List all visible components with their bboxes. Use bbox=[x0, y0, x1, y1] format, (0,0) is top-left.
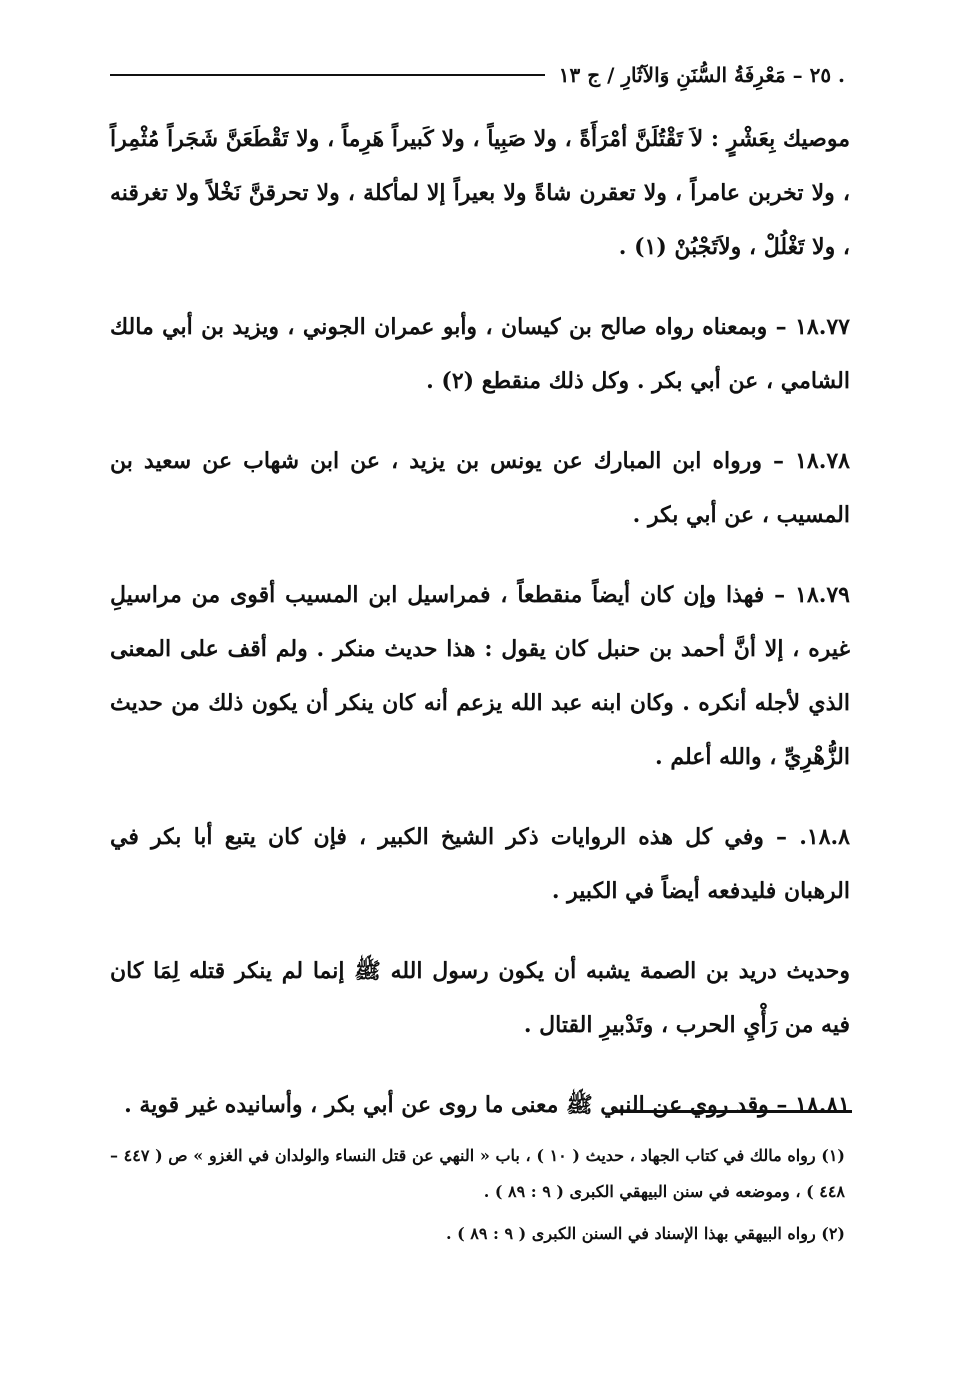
footnotes bbox=[110, 1138, 845, 1258]
paragraph-18-80 bbox=[110, 810, 850, 918]
paragraph-18-77 bbox=[110, 300, 850, 408]
paragraph-18-78-text: ١٨.٧٨ – ورواه ابن المبارك عن يونس بن يزيد ، عن ابن شهاب عن سعيد بن المسيب ، عن أبي بكر . bbox=[110, 448, 850, 528]
paragraph-1-tail: . bbox=[618, 234, 635, 260]
footnote-ref-1[interactable]: (١) bbox=[634, 234, 667, 260]
paragraph-18-81 bbox=[110, 1078, 850, 1132]
paragraph-durayd-text: وحديث دريد بن الصمة يشبه أن يكون رسول الله ﷺ إنما لم ينكر قتله لِمَا كان فيه من رَأْيِ الحرب ، وتَدْبيرِ القتال . bbox=[110, 958, 850, 1038]
main-text bbox=[110, 112, 850, 1158]
paragraph-1-text: موصيك بِعَشْرٍ : لاَ تَقْتُلَنَّ أمْرَأَةً ، ولا صَبِياً ، ولا كَبيراً هَرِماً ، ولا تَقْطَعَنَّ شَجَراً مُثْمِراً ، ولا تخربن عامراً ، ولا تعقرن شاةً ولا بعيراً إلا لمأكلة ، ولا تحرقنَّ نَخْلاً ولا تغرقنه ، ولا تَغْلُلْ ، ولاَتَجْبُنْ bbox=[110, 126, 850, 260]
paragraph-18-78 bbox=[110, 434, 850, 542]
paragraph-18-79 bbox=[110, 568, 850, 784]
paragraph-18-77-tail: . bbox=[426, 368, 442, 394]
paragraph-1 bbox=[110, 112, 850, 274]
paragraph-18-77-text: ١٨.٧٧ – وبمعناه رواه صالح بن كيسان ، وأبو عمران الجوني ، ويزيد بن أبي مالك الشامي ، عن أبي بكر . وكل ذلك منقطع bbox=[110, 314, 850, 394]
footnote-1: (١) رواه مالك في كتاب الجهاد ، حديث ( ١٠ ) ، باب « النهي عن قتل النساء والولدان في الغزو » ص ( ٤٤٧ – ٤٤٨ ) ، وموضعه في سنن البيهقي الكبرى ( ٩ : ٨٩ ) . bbox=[110, 1146, 845, 1201]
paragraph-18-81-text: ١٨.٨١ – وقد روي عن النبي ﷺ معنى ما روى عن أبي بكر ، وأسانيده غير قوية . bbox=[124, 1092, 850, 1118]
running-head-title: . ٢٥ – مَعْرِفَةُ السُّنَنِ وَالآثَارِ / ج ١٣ bbox=[558, 63, 845, 87]
paragraph-18-79-text: ١٨.٧٩ – فهذا وإن كان أيضاً منقطعاً ، فمراسيل ابن المسيب أقوى من مراسيلِ غيره ، إلا أنَّ أحمد بن حنبل كان يقول : هذا حديث منكر . ولم أقف على المعنى الذي لأجله أنكره . وكان ابنه عبد الله يزعم أنه كان ينكر أن يكون ذلك من حديث الزُّهْرِيِّ ، والله أعلم . bbox=[110, 582, 850, 770]
footnote-ref-2[interactable]: (٢) bbox=[441, 368, 475, 394]
running-header bbox=[110, 58, 845, 92]
paragraph-18-80-text: ١٨.٨. – وفي كل هذه الروايات ذكر الشيخ الكبير ، فإن كان يتبع أبا بكر في الرهبان فليدفعه أيضاً في الكبير . bbox=[110, 824, 850, 904]
paragraph-durayd bbox=[110, 944, 850, 1052]
header-rule bbox=[110, 74, 545, 76]
footnote-separator bbox=[612, 1110, 852, 1113]
footnote-2: (٢) رواه البيهقي بهذا الإسناد في السنن الكبرى ( ٩ : ٨٩ ) . bbox=[445, 1224, 845, 1243]
